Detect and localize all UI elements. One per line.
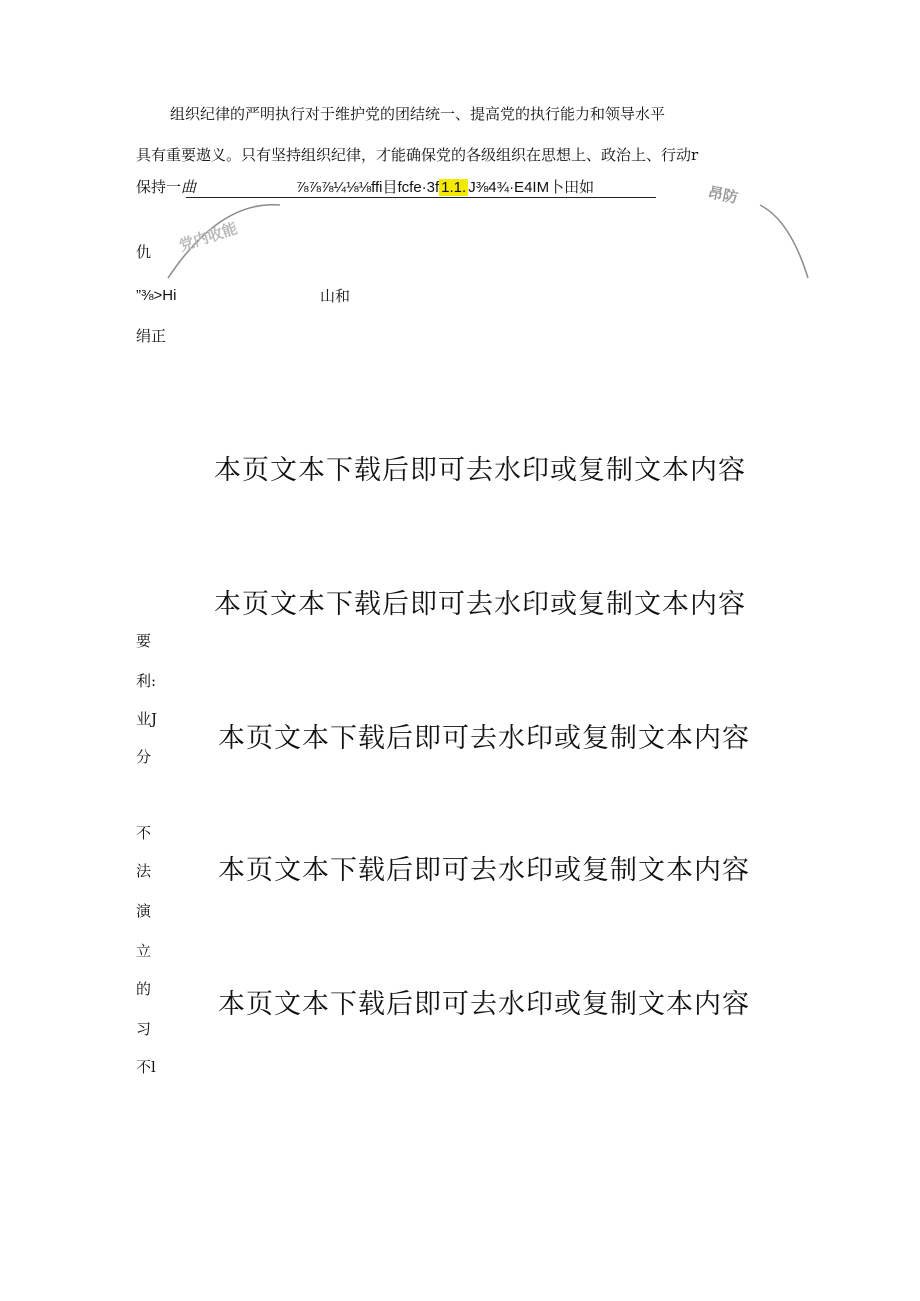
side-char: 的	[136, 980, 152, 998]
side-char: 利:	[136, 672, 157, 690]
side-char: 不	[136, 824, 152, 842]
side-char: 立	[136, 942, 152, 960]
highlighted-text: 1.1.	[441, 179, 467, 196]
line3-suffix: J⅜4¾·E4IM卜田如	[468, 179, 595, 196]
side-char: 要	[136, 632, 152, 650]
side-char: 不l	[136, 1058, 156, 1076]
watermark-text: 本页文本下载后即可去水印或复制文本内容	[218, 723, 750, 754]
watermark-text: 本页文本下载后即可去水印或复制文本内容	[218, 855, 750, 886]
side-char: 演	[136, 902, 152, 920]
line3-italic: 曲	[181, 178, 197, 196]
fragment-1: 仇	[136, 243, 152, 261]
fragment-4: 绢正	[136, 327, 167, 345]
line3-garbled-text: ⅞⅞⅞¼⅛⅛ffi目fcfe·3f	[296, 179, 440, 196]
side-char: 法	[136, 862, 152, 880]
side-char: 业J	[136, 710, 158, 728]
fragment-3: 山和	[320, 287, 351, 305]
paragraph-line-1: 组织纪律的严明执行对于维护党的团结统一、提高党的执行能力和领导水平	[170, 105, 666, 123]
watermark-text: 本页文本下载后即可去水印或复制文本内容	[214, 589, 746, 620]
seal-text-left: 党内收能	[176, 219, 240, 255]
watermark-text: 本页文本下载后即可去水印或复制文本内容	[214, 455, 746, 486]
paragraph-line-2: 具有重要遨义。只有坚持组织纪律，才能确保党的各级组织在思想上、政治上、行动r	[136, 146, 699, 164]
seal-text-right: 昂防	[706, 183, 740, 207]
line3-prefix: 保持一	[136, 178, 182, 196]
watermark-text: 本页文本下载后即可去水印或复制文本内容	[218, 989, 750, 1020]
side-char: 习	[136, 1020, 152, 1038]
fragment-2: ”⅜>Hi	[136, 287, 177, 304]
side-char: 分	[136, 748, 152, 766]
